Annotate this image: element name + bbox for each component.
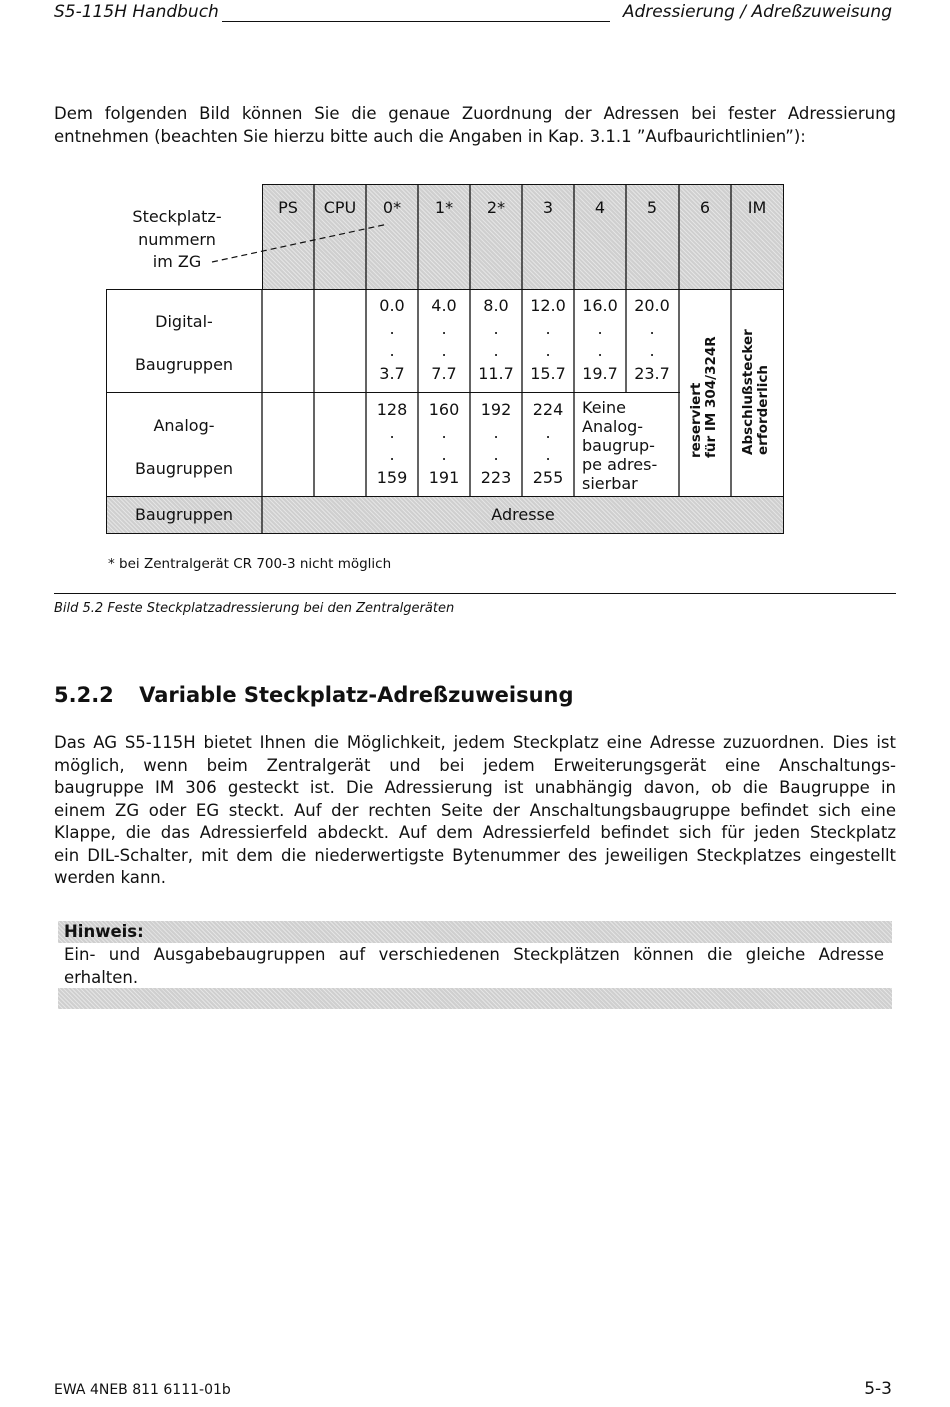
intro-line: Dem folgenden Bild können Sie die genaue Zuordnung der Adressen bei fester Adressierung bbox=[54, 104, 896, 123]
range-end: 7.7 bbox=[431, 363, 457, 383]
slot-5: 5 bbox=[646, 198, 658, 217]
range-end: 23.7 bbox=[634, 363, 670, 383]
slot-6: 6 bbox=[699, 198, 711, 217]
range-dot: . bbox=[545, 341, 551, 360]
terminator-note bbox=[741, 325, 773, 455]
no-analog-line: pe adres- bbox=[582, 455, 658, 474]
range-dot: . bbox=[493, 318, 499, 338]
section-number: 5.2.2 bbox=[54, 683, 114, 707]
slot-label-line: nummern bbox=[138, 229, 216, 249]
range-end: 255 bbox=[532, 467, 564, 487]
body-line: möglich, wenn beim Zentralgerät und bei jedem Erweiterungsgerät eine Anschaltungs- bbox=[54, 755, 896, 775]
document-number: EWA 4NEB 811 6111-01b bbox=[54, 1382, 231, 1398]
range-start: 192 bbox=[480, 400, 512, 419]
range-start: 0.0 bbox=[379, 296, 405, 315]
range-start: 16.0 bbox=[582, 296, 618, 315]
footer-row-modules: Baugruppen bbox=[134, 505, 234, 524]
caption-rule bbox=[54, 593, 896, 594]
slot-2: 2* bbox=[486, 198, 506, 217]
figure-footnote: * bei Zentralgerät CR 700-3 nicht möglich bbox=[108, 556, 392, 572]
range-dot: . bbox=[441, 445, 447, 464]
range-dot: . bbox=[441, 341, 447, 360]
range-dot: . bbox=[649, 318, 655, 338]
body-line: Das AG S5-115H bietet Ihnen die Möglichkeit, jedem Steckplatz eine Adresse zuzuordnen. Dies ist bbox=[54, 733, 896, 752]
note-line: Ein- und Ausgabebaugruppen auf verschiedenen Steckplätzen können die gleiche Adresse bbox=[64, 945, 884, 964]
range-dot: . bbox=[389, 422, 395, 442]
body-line: baugruppe IM 306 gesteckt ist. Die Adressierung ist unabhängig davon, ob die Baugruppe in bbox=[54, 778, 896, 797]
range-end: 11.7 bbox=[478, 363, 514, 383]
range-dot: . bbox=[597, 318, 603, 338]
range-start: 12.0 bbox=[530, 296, 566, 315]
digital-range-slot-2 bbox=[470, 295, 522, 385]
range-dot: . bbox=[493, 445, 499, 464]
body-line: Klappe, die das Adressierfeld abdeckt. Auf dem Adressierfeld befindet sich für jeden Steckplatz bbox=[54, 823, 896, 842]
terminator-line: erforderlich bbox=[755, 365, 771, 455]
no-analog-note bbox=[582, 398, 657, 493]
analog-range-slot-2 bbox=[470, 399, 522, 489]
range-dot: . bbox=[389, 445, 395, 464]
footer-row-address: Adresse bbox=[491, 505, 555, 524]
range-end: 191 bbox=[428, 467, 460, 487]
note-text bbox=[64, 944, 884, 989]
range-start: 20.0 bbox=[634, 296, 670, 315]
digital-label bbox=[106, 312, 262, 374]
digital-label-line: Baugruppen bbox=[134, 355, 234, 374]
slot-3: 3 bbox=[542, 198, 554, 217]
analog-label bbox=[106, 416, 262, 478]
no-analog-line: Keine bbox=[582, 398, 626, 417]
note-header-band bbox=[58, 921, 892, 943]
range-start: 8.0 bbox=[483, 296, 509, 315]
page-number: 5-3 bbox=[864, 1379, 892, 1399]
reserved-line: für IM 304/324R bbox=[703, 336, 719, 458]
digital-range-slot-5 bbox=[626, 295, 678, 385]
analog-range-slot-0 bbox=[366, 399, 418, 489]
slot-ps: PS bbox=[278, 198, 298, 217]
no-analog-line: sierbar bbox=[582, 474, 638, 493]
terminator-line: Abschlußstecker bbox=[740, 329, 756, 455]
range-dot: . bbox=[597, 341, 603, 360]
digital-range-slot-3 bbox=[522, 295, 574, 385]
header-manual-title: S5-115H Handbuch bbox=[54, 2, 219, 22]
analog-range-slot-1 bbox=[418, 399, 470, 489]
header-section-title: Adressierung / Adreßzuweisung bbox=[622, 2, 892, 22]
range-dot: . bbox=[389, 318, 395, 338]
range-start: 160 bbox=[428, 400, 460, 419]
range-start: 4.0 bbox=[431, 296, 457, 315]
slot-4: 4 bbox=[594, 198, 606, 217]
range-dot: . bbox=[545, 318, 551, 338]
slot-im: IM bbox=[747, 198, 767, 217]
body-line: ein DIL-Schalter, mit dem die niederwertigste Bytenummer des jeweiligen Steckplatzes eingestellt bbox=[54, 845, 896, 865]
section-title: Variable Steckplatz-Adreßzuweisung bbox=[139, 683, 574, 707]
range-end: 19.7 bbox=[582, 363, 618, 383]
slot-cpu: CPU bbox=[323, 198, 357, 217]
analog-range-slot-3 bbox=[522, 399, 574, 489]
range-end: 223 bbox=[480, 467, 512, 487]
body-line: werden kann. bbox=[54, 868, 167, 887]
digital-label-line: Digital- bbox=[155, 312, 213, 331]
range-dot: . bbox=[545, 445, 551, 464]
slot-label-line: Steckplatz- bbox=[132, 207, 222, 226]
figure-caption: Bild 5.2 Feste Steckplatzadressierung bei den Zentralgeräten bbox=[54, 601, 455, 616]
intro-line: entnehmen (beachten Sie hierzu bitte auch die Angaben in Kap. 3.1.1 ”Aufbaurichtlinien”): bbox=[54, 126, 806, 146]
range-end: 15.7 bbox=[530, 363, 566, 383]
note-footer-band bbox=[58, 988, 892, 1009]
slot-0: 0* bbox=[382, 198, 402, 217]
range-dot: . bbox=[389, 341, 395, 360]
range-end: 3.7 bbox=[379, 363, 405, 383]
no-analog-line: baugrup- bbox=[582, 436, 655, 455]
slot-1: 1* bbox=[434, 198, 454, 217]
range-dot: . bbox=[493, 422, 499, 442]
range-dot: . bbox=[441, 318, 447, 338]
reserved-im-note bbox=[689, 328, 721, 458]
range-end: 159 bbox=[376, 467, 408, 487]
range-start: 224 bbox=[532, 400, 564, 419]
body-line: einem ZG oder EG steckt. Auf der rechten Seite der Anschaltungsbaugruppe befindet sich eine bbox=[54, 800, 896, 820]
no-analog-line: Analog- bbox=[582, 417, 644, 436]
note-title: Hinweis: bbox=[64, 922, 144, 941]
analog-label-line: Baugruppen bbox=[134, 459, 234, 478]
range-start: 128 bbox=[376, 400, 408, 419]
range-dot: . bbox=[649, 341, 655, 360]
range-dot: . bbox=[441, 422, 447, 442]
slot-label-line: im ZG bbox=[152, 252, 202, 271]
body-paragraph bbox=[54, 732, 896, 890]
digital-range-slot-1 bbox=[418, 295, 470, 385]
digital-range-slot-4 bbox=[574, 295, 626, 385]
note-line: erhalten. bbox=[64, 967, 139, 987]
digital-range-slot-0 bbox=[366, 295, 418, 385]
range-dot: . bbox=[545, 422, 551, 442]
reserved-line: reserviert bbox=[688, 382, 704, 458]
section-heading bbox=[54, 683, 574, 707]
range-dot: . bbox=[493, 341, 499, 360]
analog-label-line: Analog- bbox=[153, 416, 215, 435]
